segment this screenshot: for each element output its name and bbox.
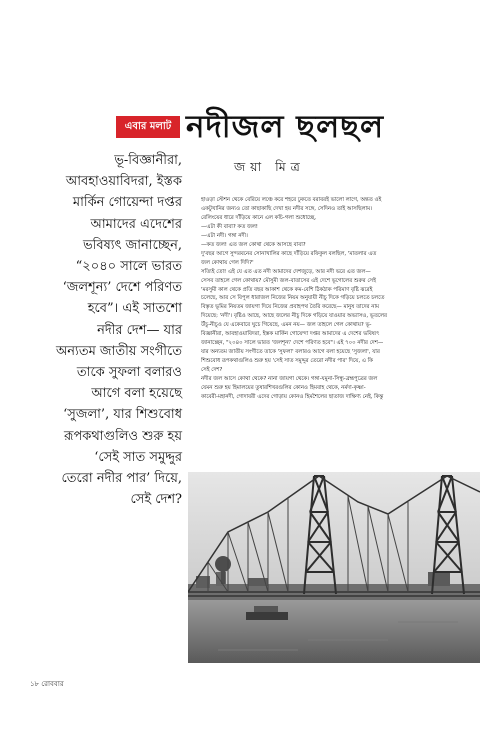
- pull-quote-line: ভূ-বিজ্ঞানীরা,: [114, 153, 182, 168]
- pull-quote-line: অন্যতম জাতীয় সংগীতে: [56, 343, 182, 359]
- body-line: উঁচু-নীচুও যে একেবারে ঘুচে গিয়েছে, এমন নয়— জল তাহলে গেল কোথায়? ভূ-: [201, 322, 372, 329]
- body-line: সেসব তাহলে গেল কোথায়? মৌসুমী জল-বাতাসের এই দেশে ভূগোলের শুরুর সেই: [201, 277, 376, 284]
- pull-quote-line: তাকে সুফলা বলারও: [76, 365, 182, 381]
- pull-quote-line: রূপকথাগুলিও শুরু হয়: [64, 428, 182, 444]
- pull-quote-line: সেই দেশ?: [130, 492, 182, 508]
- article-body: [201, 196, 479, 402]
- pull-quote-line: ‘সুজলা’, যার শিশুবোধ: [63, 407, 182, 423]
- bridge-photo: [188, 472, 480, 663]
- body-line: নদীর জল আসে কোথা থেকে? নানা জায়গা থেকে। গঙ্গা-যমুনা-সিন্ধু-ব্রহ্মপুত্রের জল: [201, 376, 378, 383]
- body-line: দিয়েছে: 'নদী'। বৃষ্টিও আছে, আছে জলের নীচু দিকে গড়িয়ে যাওয়ার অভ্যাসও, ভূতলের: [201, 313, 388, 320]
- body-line: —এটা কী বাবা? কত জল!: [201, 223, 258, 230]
- body-line: যেমন শুরু হয় হিমালয়ের তুষারশিখরগুলির কোনও হিমবাহ থেকে, নর্মদা-কৃষ্ণা-: [201, 385, 366, 392]
- body-line: —কত জল! এত জল কোথা থেকে আসছে বাবা?: [201, 241, 306, 248]
- article-title: নদীজল ছলছল: [186, 109, 385, 145]
- pull-quote-line: নদীর দেশ— যার: [97, 322, 182, 338]
- pull-quote-line: হবে”। এই সাতশো: [87, 301, 182, 317]
- body-line: যার অন্যতম জাতীয় সংগীতে তাকে 'সুফলা' বলারও আগে বলা হয়েছে 'সুজলা', যার: [201, 349, 380, 356]
- page-folio: ১৮ রোববার: [30, 680, 64, 688]
- pull-quote-line: তেরো নদীর পার’ দিয়ে,: [61, 471, 182, 487]
- pull-quote-line: ‘জলশূন্য’ দেশে পরিণত: [62, 280, 182, 296]
- body-line: —এটা নদী। গঙ্গা নদী।: [201, 232, 248, 239]
- body-line: রেলিংয়ের ধারে দাঁড়িয়ে কানে এল কচি-গলা শুধোচ্ছে,: [201, 214, 316, 221]
- section-tag: এবার মলাট: [116, 116, 180, 138]
- pull-quote-line: আবহাওয়াবিদরা, ইস্তক: [65, 174, 182, 190]
- body-line: জানাচ্ছেন, "২০৪০ সালে ভারত 'জলশূন্য' দেশে পরিণত হবে"। এই ৭০০ নদীর দেশ—: [201, 340, 384, 347]
- body-line: সেই দেশ?: [201, 367, 223, 374]
- body-line: বিস্তৃত ভূমির নিয়তম জায়গা দিয়ে নিজের প্রবাহপথ তৈরি করেছে— মানুষ তাদের নাম: [201, 304, 380, 311]
- body-line: সত্যিই তো! এই যে এত এত নদী আমাদের দেশজুড়ে, আর নদী ভরে এত জল—: [201, 268, 371, 275]
- pull-quote: [30, 150, 182, 510]
- body-line: কাবেরী-মহানদী, গোদাবরী এদের গোড়ায় কোনও হিমশৈলের ছাতাজ দাক্ষিণ্য নেই, কিন্তু: [201, 393, 384, 400]
- body-line: বিজ্ঞানীরা, আবহাওয়াবিদরা, ইস্তক মার্কিন গোয়েন্দা দপ্তর আমাদের এ দেশের ভবিষ্যৎ: [201, 331, 380, 338]
- body-line: হাওড়া স্টেশন থেকে বেরিয়ে লঞ্চে করে শহরে ঢুকতে বরাবরই ভালো লাগে, অন্তত ওই: [201, 197, 382, 203]
- body-line: শিশুবোধ রূপকথাগুলিও শুরু হয় 'সেই সাত সমুদ্দুর তেরো নদীর পার' দিয়ে, এ কি: [201, 358, 373, 365]
- pull-quote-line: আগে বলা হয়েছে: [91, 386, 182, 402]
- body-line: দু'বছর আগে সুন্দরবনের সোনাখালির কাছে দাঁড়িয়ে রফিকুল বলছিল, 'মাতলার এত: [201, 250, 377, 257]
- pull-quote-line: আমাদের এদেশের: [90, 216, 182, 232]
- body-line: চলেছে, আর সে বিপুল ধারাজল নিজের নিয়ম অনুযায়ী নীচু দিকে গড়িয়ে চলতে চলতে: [201, 295, 385, 302]
- pull-quote-line: মার্কিন গোয়েন্দা দপ্তর: [72, 195, 182, 211]
- body-line: একটুখানির জন্যও তো কাছাকাছি দেখা হয় নদীর সঙ্গে, সেদিনও তাই আসছিলাম।: [201, 205, 373, 212]
- pull-quote-line: ‘সেই সাত সমুদ্দুর: [94, 449, 182, 465]
- body-line: 'মরসুমী কাল থেকে প্রতি বছর আকাশ থেকে কম-বেশি ঠিকঠাক পরিমাণ বৃষ্টি ঝরেই: [201, 286, 373, 293]
- body-line: জল কোথায় গেল দিদি?': [201, 259, 254, 266]
- howrah-bridge-image: [188, 472, 480, 663]
- pull-quote-line: “২০৪০ সালে ভারত: [75, 259, 182, 275]
- pull-quote-line: ভবিষ্যৎ জানাচ্ছেন,: [82, 237, 182, 253]
- author-byline: জয়া মিত্র: [234, 159, 305, 174]
